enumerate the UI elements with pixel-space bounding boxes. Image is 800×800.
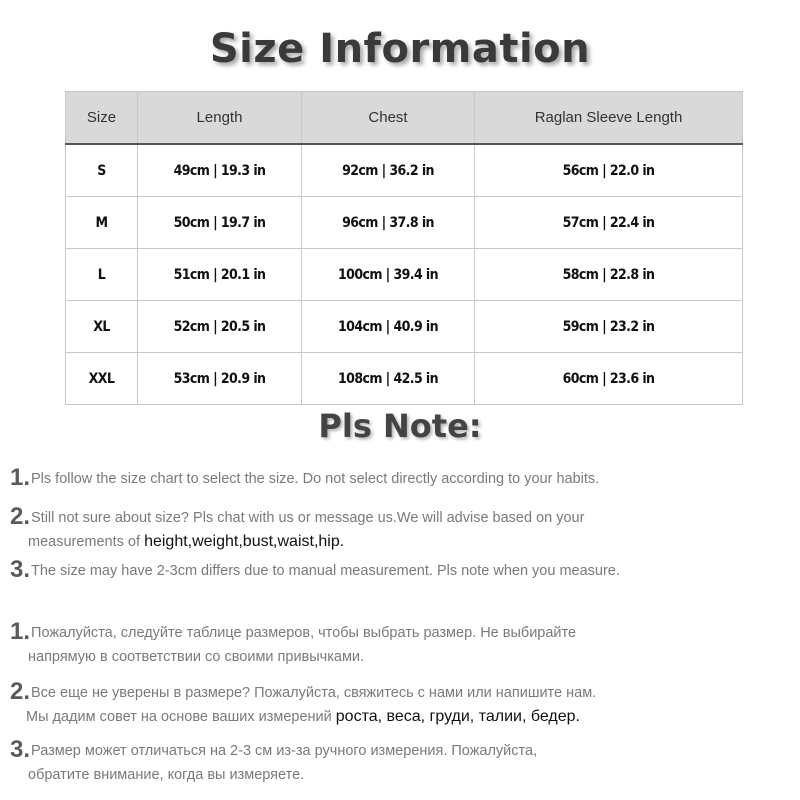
page-title: Size Information (209, 26, 591, 72)
note-en-2 (10, 505, 790, 554)
note-number: 2. (10, 503, 31, 530)
note-title: Pls Note: (318, 407, 482, 445)
note-text: Размер может отличаться на 2-3 см из-за ручного измерения. Пожалуйста, (31, 743, 538, 759)
cell-size: L (66, 249, 138, 301)
table-header-row (66, 92, 743, 145)
note-ru-2 (10, 680, 790, 729)
table-row (66, 249, 743, 301)
header-raglan-sleeve-length: Raglan Sleeve Length (475, 92, 743, 145)
header-length: Length (138, 92, 302, 145)
cell-sleeve: 57cm | 22.4 in (475, 197, 743, 249)
cell-length: 51cm | 20.1 in (138, 249, 302, 301)
table-row (66, 301, 743, 353)
cell-size: M (66, 197, 138, 249)
note-number: 3. (10, 736, 31, 763)
cell-sleeve: 58cm | 22.8 in (475, 249, 743, 301)
cell-length: 50cm | 19.7 in (138, 197, 302, 249)
note-text: Мы дадим совет на основе ваших измерений (26, 709, 336, 725)
cell-sleeve: 59cm | 23.2 in (475, 301, 743, 353)
note-number: 3. (10, 556, 31, 583)
note-continuation: обратите внимание, когда вы измеряете. (28, 767, 305, 783)
note-text: Все еще не уверены в размере? Пожалуйста, свяжитесь с нами или напишите нам. (31, 685, 597, 701)
table-row (66, 197, 743, 249)
cell-chest: 104cm | 40.9 in (302, 301, 475, 353)
cell-size: S (66, 144, 138, 197)
cell-size: XXL (66, 353, 138, 405)
note-text: The size may have 2-3cm differs due to manual measurement. Pls note when you measure. (31, 563, 620, 579)
cell-sleeve: 56cm | 22.0 in (475, 144, 743, 197)
cell-length: 53cm | 20.9 in (138, 353, 302, 405)
note-end: . (339, 533, 345, 550)
note-text: Пожалуйста, следуйте таблице размеров, чтобы выбрать размер. Не выбирайте (31, 625, 577, 641)
header-chest: Chest (302, 92, 475, 145)
cell-chest: 108cm | 42.5 in (302, 353, 475, 405)
cell-chest: 96cm | 37.8 in (302, 197, 475, 249)
note-continuation (10, 705, 790, 729)
cell-length: 52cm | 20.5 in (138, 301, 302, 353)
cell-sleeve: 60cm | 23.6 in (475, 353, 743, 405)
note-en-3 (10, 558, 790, 583)
note-ru-3 (10, 738, 790, 787)
cell-size: XL (66, 301, 138, 353)
note-text: Still not sure about size? Pls chat with us or message us.We will advise based on your (31, 510, 585, 526)
cell-chest: 92cm | 36.2 in (302, 144, 475, 197)
note-en-1 (10, 466, 790, 491)
table-row (66, 353, 743, 405)
note-ru-1 (10, 620, 790, 669)
header-size: Size (66, 92, 138, 145)
note-number: 2. (10, 678, 31, 705)
table-row (66, 144, 743, 197)
note-text: Pls follow the size chart to select the size. Do not select directly according to your habits. (31, 471, 600, 487)
note-number: 1. (10, 464, 31, 491)
cell-length: 49cm | 19.3 in (138, 144, 302, 197)
note-text: measurements of (28, 534, 145, 550)
note-number: 1. (10, 618, 31, 645)
note-emphasis: height,weight,bust,waist,hip (144, 533, 340, 550)
note-continuation (10, 530, 790, 554)
size-table (65, 91, 743, 405)
note-emphasis: роста, веса, груди, талии, бедер. (335, 708, 580, 725)
note-continuation: напрямую в соответствии со своими привычками. (28, 649, 365, 665)
cell-chest: 100cm | 39.4 in (302, 249, 475, 301)
